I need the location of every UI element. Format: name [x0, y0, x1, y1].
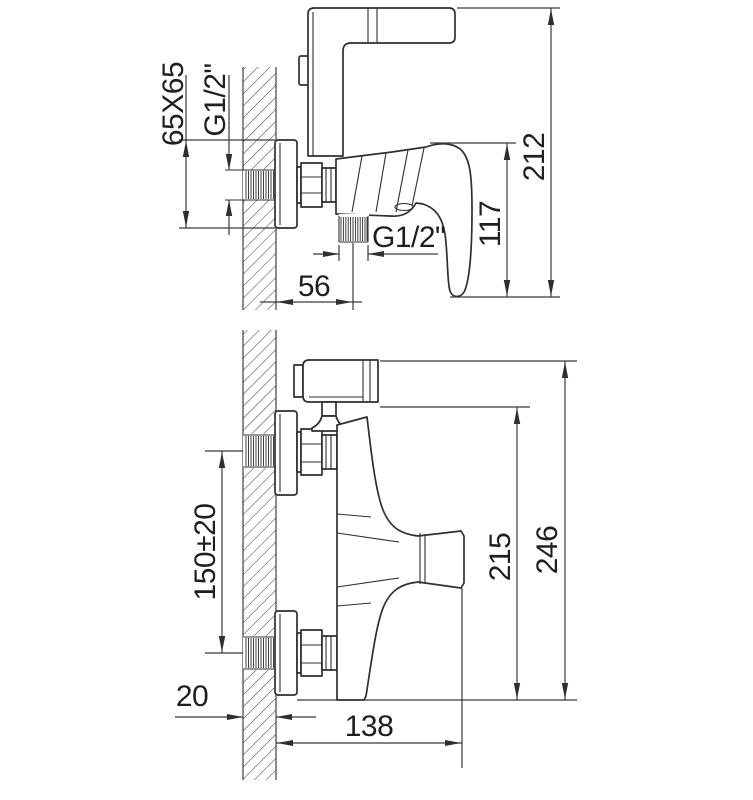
- adapter-ring: [322, 168, 336, 202]
- dim-outlet-thread: [313, 221, 445, 261]
- dim-label-plate-size: 65X65: [157, 61, 190, 147]
- arrow-left: [276, 714, 292, 720]
- adapter-ring: [322, 636, 337, 670]
- dim-inlet-thread: [199, 63, 232, 235]
- dim-label-wall-thickness: 20: [175, 680, 209, 713]
- wall-thread-lower: [243, 636, 276, 670]
- hand-shower-top: [299, 8, 455, 156]
- outlet-thread: [339, 214, 369, 242]
- hex-nut-assembly-upper: [297, 429, 337, 475]
- plate-upper: [275, 411, 297, 495]
- dim-label-body-height: 117: [474, 200, 507, 248]
- dim-150: [189, 451, 243, 653]
- wall-thread-upper: [243, 434, 276, 468]
- arrow-down: [514, 683, 520, 699]
- plate-lower: [275, 611, 297, 695]
- dim-label-total-height: 212: [518, 132, 551, 182]
- escutcheon-plate-top: [275, 140, 297, 228]
- dim-label-outlet-offset: 56: [297, 270, 331, 303]
- arrow-right: [336, 299, 352, 305]
- dim-label-depth: 138: [344, 710, 394, 743]
- dim-label-inlet-thread: G1/2": [199, 63, 232, 137]
- arrow-down: [219, 636, 225, 652]
- hex-nut: [301, 630, 322, 676]
- dim-246: [380, 361, 577, 700]
- body-outline: [337, 417, 464, 700]
- hex-nut-assembly-top: [297, 163, 336, 207]
- arrow-down: [562, 683, 568, 699]
- dim-label-body-height: 215: [484, 532, 517, 582]
- wall-inlet-thread: [225, 170, 276, 200]
- dim-label-outlet-thread: G1/2": [372, 221, 446, 254]
- hand-shower-outline: [303, 360, 378, 402]
- hex-nut: [301, 163, 322, 207]
- dim-label-inlet-spacing: 150±20: [189, 503, 222, 601]
- arrow-right: [323, 251, 339, 257]
- arrow-right: [227, 714, 243, 720]
- arrow-up: [219, 452, 225, 468]
- holder-stem: [322, 402, 336, 416]
- arrow-up: [504, 144, 510, 160]
- wall-hatch: [243, 330, 276, 780]
- plate: [275, 140, 297, 228]
- escutcheon-plates-bottom: [275, 411, 297, 695]
- hex-nut-assembly-lower: [297, 630, 337, 676]
- arrow-up: [514, 408, 520, 424]
- dim-label-total-height: 246: [531, 525, 564, 575]
- arrow-down: [504, 280, 510, 296]
- top-view-drawing: [157, 8, 560, 310]
- arrow-up: [562, 362, 568, 378]
- bottom-view-drawing: [175, 330, 577, 780]
- hand-shower-outline: [308, 8, 455, 156]
- arrow-left: [277, 740, 293, 746]
- holder-clip: [294, 365, 303, 397]
- arrow-up: [548, 9, 554, 25]
- arrow-up: [226, 200, 232, 216]
- wall-section-bottom: [243, 330, 276, 780]
- mixer-body-bottom: [337, 417, 464, 700]
- arrow-left: [277, 299, 293, 305]
- arrow-down: [226, 154, 232, 170]
- arrow-down: [183, 211, 189, 227]
- arrow-down: [548, 280, 554, 296]
- hex-nut: [301, 429, 322, 475]
- adapter-ring: [322, 435, 337, 469]
- arrow-right: [445, 740, 461, 746]
